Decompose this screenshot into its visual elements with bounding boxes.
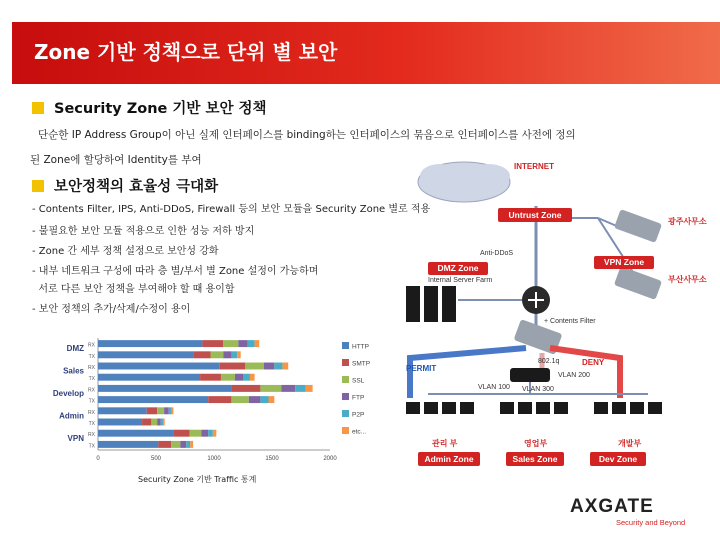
legend-swatch (342, 342, 349, 349)
bar-segment (142, 419, 151, 426)
dmz-sub-label: Internal Server Farm (428, 277, 493, 284)
vlan3-label: VLAN 300 (522, 386, 554, 393)
zone-label: Develop (52, 389, 84, 398)
bar-segment (211, 351, 224, 358)
bar-segment (98, 407, 147, 414)
legend-swatch (342, 376, 349, 383)
sales-zone-label: Sales Zone (506, 452, 564, 466)
bar-segment (186, 441, 190, 448)
legend-swatch (342, 410, 349, 417)
bar-segment (237, 351, 240, 358)
bar-segment (151, 419, 157, 426)
bar-segment (231, 385, 260, 392)
bar-segment (193, 351, 210, 358)
bar-segment (223, 340, 238, 347)
title-bar (12, 22, 720, 84)
bar-segment (98, 441, 158, 448)
bar-segment (223, 351, 231, 358)
bar-segment (173, 430, 189, 437)
chart-caption: Security Zone 기반 Traffic 통계 (138, 475, 257, 484)
permit-label: PERMIT (406, 364, 437, 373)
bar-segment (243, 374, 250, 381)
logo-tagline: Security and Beyond (616, 518, 686, 527)
dmz-zone-label: DMZ Zone (428, 262, 488, 275)
bar-segment (255, 340, 260, 347)
section2-item: - Zone 간 세부 정책 설정으로 보안성 강화 (32, 246, 219, 257)
bar-segment (147, 407, 157, 414)
bar-segment (220, 363, 246, 370)
x-tick-label: 1500 (265, 456, 279, 462)
logo-name: AXGATE (570, 496, 654, 517)
bar-segment (264, 363, 274, 370)
bar-segment (98, 340, 202, 347)
bar-segment (249, 396, 261, 403)
internet-label: INTERNET (514, 162, 554, 171)
server-icon (406, 286, 420, 322)
branch2-label: 부산사무소 (668, 275, 707, 284)
switch-icon (510, 368, 550, 382)
x-tick-label: 0 (96, 456, 100, 462)
desktop-icon (554, 402, 568, 414)
bar-segment (269, 396, 275, 403)
desktop-icon (500, 402, 514, 414)
dept1-label: 관리 부 (432, 439, 458, 448)
legend-label: P2P (352, 411, 365, 419)
bar-segment (221, 374, 235, 381)
desktop-icon (518, 402, 532, 414)
bar-segment (213, 430, 216, 437)
bar-segment (158, 441, 171, 448)
legend-swatch (342, 427, 349, 434)
bar-segment (208, 430, 213, 437)
zone-label: Sales (63, 366, 84, 376)
network-diagram (398, 158, 716, 470)
section2-item: - 내부 네트워크 구성에 따라 층 별/부서 별 Zone 설정이 가능하며 (32, 266, 319, 277)
vlan-main-label: 802.1q (538, 358, 560, 365)
branch1-label: 광주사무소 (668, 217, 707, 226)
bar-segment (281, 385, 295, 392)
bar-segment (235, 374, 243, 381)
bullet-marker (32, 180, 44, 192)
bar-segment (208, 396, 231, 403)
x-tick-label: 1000 (207, 456, 221, 462)
legend-label: SSL (352, 377, 365, 385)
network-diagram-lines (398, 158, 716, 470)
row-sub-label: RX (88, 342, 95, 349)
row-sub-label: RX (88, 364, 95, 371)
bar-segment (164, 407, 169, 414)
bar-segment (200, 374, 221, 381)
cloud-puff (420, 164, 460, 188)
section1-line2: 된 Zone에 할당하여 Identity를 부여 (30, 154, 202, 166)
bar-segment (274, 363, 282, 370)
bar-segment (98, 396, 208, 403)
slide-title: Zone 기반 정책으로 단위 별 보안 (34, 40, 338, 64)
bar-segment (306, 385, 313, 392)
desktop-icon (406, 402, 420, 414)
dept3-label: 개발부 (618, 439, 642, 448)
section2-item: - Contents Filter, IPS, Anti-DDoS, Firewall 등의 보안 모듈을 Security Zone 별로 적용 (32, 204, 431, 215)
bar-segment (180, 441, 186, 448)
company-logo (570, 496, 710, 532)
bar-segment (190, 441, 193, 448)
row-sub-label: TX (88, 376, 95, 383)
desktop-group (406, 402, 662, 414)
cloud-puff (466, 164, 510, 188)
desktop-icon (630, 402, 644, 414)
legend-swatch (342, 393, 349, 400)
bar-segment (231, 396, 248, 403)
untrust-zone-label: Untrust Zone (498, 208, 572, 222)
bar-segment (161, 419, 163, 426)
desktop-icon (460, 402, 474, 414)
traffic-chart (50, 332, 390, 472)
legend-label: SMTP (352, 360, 371, 368)
row-sub-label: TX (88, 420, 95, 427)
legend-swatch (342, 359, 349, 366)
bar-segment (295, 385, 305, 392)
row-sub-label: RX (88, 387, 95, 394)
row-sub-label: RX (88, 409, 95, 416)
legend-label: etc... (352, 428, 367, 436)
gateway-icon (614, 266, 662, 300)
desktop-icon (612, 402, 626, 414)
zone-label: Admin (59, 411, 84, 421)
section1-heading: Security Zone 기반 보안 정책 (54, 101, 267, 117)
row-sub-label: RX (88, 432, 95, 439)
legend-label: FTP (352, 394, 365, 402)
contents-filter-label: + Contents Filter (544, 318, 596, 325)
bar-segment (169, 407, 172, 414)
bar-segment (157, 407, 164, 414)
bar-segment (163, 419, 165, 426)
bar-segment (245, 363, 264, 370)
zone-label: DMZ (66, 344, 84, 354)
bar-segment (250, 374, 255, 381)
row-sub-label: TX (88, 353, 95, 360)
dev-zone-label: Dev Zone (590, 452, 646, 466)
bar-segment (202, 340, 223, 347)
desktop-icon (648, 402, 662, 414)
bar-segment (98, 419, 142, 426)
bar-segment (172, 407, 174, 414)
row-sub-label: TX (88, 443, 95, 450)
section2-heading: 보안정책의 효율성 극대화 (54, 179, 219, 195)
bar-segment (171, 441, 180, 448)
bar-segment (98, 374, 200, 381)
bar-segment (238, 340, 247, 347)
bar-segment (157, 419, 160, 426)
deny-label: DENY (582, 358, 605, 367)
vlan2-label: VLAN 200 (558, 372, 590, 379)
x-tick-label: 2000 (323, 456, 337, 462)
bar-segment (282, 363, 288, 370)
bullet-marker (32, 102, 44, 114)
section2-item: 서로 다른 보안 정책을 부여해야 할 때 용이함 (32, 284, 235, 295)
row-sub-label: TX (88, 398, 95, 405)
gateway-icon (614, 209, 662, 243)
bar-segment (98, 385, 231, 392)
desktop-icon (536, 402, 550, 414)
anti-ddos-label: Anti-DDoS (480, 250, 514, 257)
desktop-icon (442, 402, 456, 414)
vlan1-label: VLAN 100 (478, 384, 510, 391)
bar-segment (201, 430, 208, 437)
zone-label: VPN (67, 433, 84, 443)
dept2-label: 영업부 (524, 439, 548, 448)
bar-segment (190, 430, 202, 437)
bar-segment (98, 430, 173, 437)
bar-segment (231, 351, 237, 358)
x-tick-label: 500 (150, 456, 162, 462)
server-icon (424, 286, 438, 322)
desktop-icon (424, 402, 438, 414)
vpn-zone-label: VPN Zone (594, 256, 654, 269)
section2-item: - 불필요한 보안 모듈 적용으로 인한 성능 저하 방지 (32, 226, 255, 237)
bar-segment (260, 396, 268, 403)
server-icon (442, 286, 456, 322)
desktop-icon (594, 402, 608, 414)
admin-zone-label: Admin Zone (418, 452, 480, 466)
bar-segment (260, 385, 281, 392)
bar-segment (248, 340, 255, 347)
section1-line1: 단순한 IP Address Group이 아닌 실제 인터페이스를 binding하는 인터페이스의 묶음으로 인터페이스를 사전에 정의 (38, 129, 576, 141)
bar-segment (98, 351, 193, 358)
bar-segment (98, 363, 220, 370)
section2-item: - 보안 정책의 추가/삭제/수정이 용이 (32, 304, 191, 315)
legend-label: HTTP (352, 343, 369, 351)
